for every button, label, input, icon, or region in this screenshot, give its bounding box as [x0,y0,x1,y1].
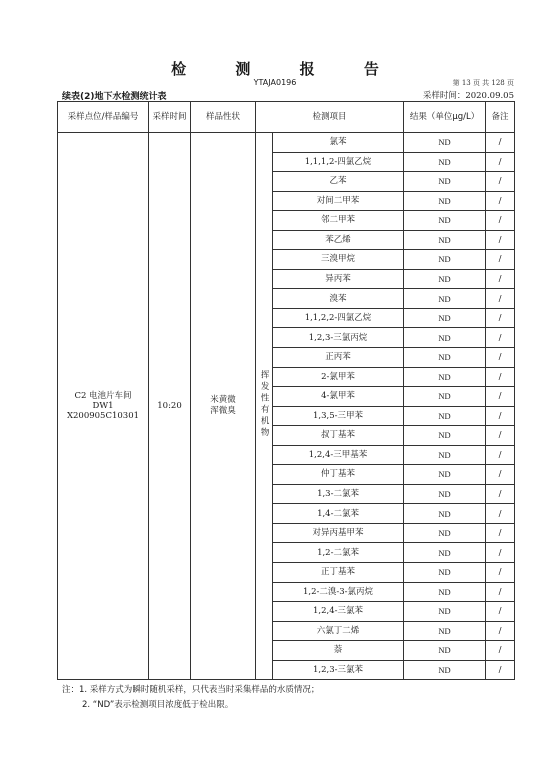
item-cell: 萘 [273,641,404,661]
header-sample-state: 样品性状 [191,102,256,133]
sample-time-cell: 10:20 [149,133,191,680]
remark-cell: / [486,250,515,270]
result-cell: ND [404,289,486,309]
item-cell: 对异丙基甲苯 [273,523,404,543]
result-cell: ND [404,328,486,348]
report-number: YTAJA0196 [253,78,297,87]
remark-cell: / [486,152,515,172]
item-cell: 苯乙烯 [273,230,404,250]
result-cell: ND [404,230,486,250]
result-cell: ND [404,621,486,641]
remark-cell: / [486,289,515,309]
result-cell: ND [404,387,486,407]
remark-cell: / [486,621,515,641]
result-cell: ND [404,484,486,504]
item-cell: 1,1,1,2-四氯乙烷 [273,152,404,172]
item-cell: 三溴甲烷 [273,250,404,270]
result-cell: ND [404,641,486,661]
result-cell: ND [404,250,486,270]
remark-cell: / [486,563,515,583]
item-cell: 4-氯甲苯 [273,387,404,407]
remark-cell: / [486,426,515,446]
page-number: 第 13 页 共 128 页 [452,79,514,87]
item-cell: 2-氯甲苯 [273,367,404,387]
sample-point-cell [58,133,149,680]
item-cell: 正丁基苯 [273,563,404,583]
sample-state-text: 米黄微浑微臭 [210,394,236,417]
result-cell: ND [404,543,486,563]
remark-cell: / [486,465,515,485]
sampling-time: 采样时间：2020.09.05 [422,91,514,101]
item-cell: 1,2-二氯苯 [273,543,404,563]
remark-cell: / [486,172,515,192]
table-row [58,133,515,153]
result-cell: ND [404,523,486,543]
remark-cell: / [486,308,515,328]
sample-point-name: C2 电池片车间 [74,390,132,401]
remark-cell: / [486,504,515,524]
remark-cell: / [486,348,515,368]
item-cell: 1,2,3-三氯丙烷 [273,328,404,348]
item-cell: 1,3-二氯苯 [273,484,404,504]
item-cell: 1,3,5-三甲苯 [273,406,404,426]
item-cell: 正丙苯 [273,348,404,368]
remark-cell: / [486,269,515,289]
result-cell: ND [404,445,486,465]
footnote-2: 2. “ND”表示检测项目浓度低于检出限。 [82,700,234,710]
header-result: 结果（单位μg/L） [404,102,486,133]
item-cell: 对间二甲苯 [273,191,404,211]
item-cell: 乙苯 [273,172,404,192]
item-cell: 1,2,3-三氯苯 [273,660,404,680]
item-cell: 1,2-二溴-3-氯丙烷 [273,582,404,602]
sample-well-id: DW1 [92,401,114,412]
results-table [57,101,515,680]
table-title: 续表(2)地下水检测统计表 [62,92,167,102]
remark-cell: / [486,582,515,602]
remark-cell: / [486,484,515,504]
item-cell: 1,2,4-三甲基苯 [273,445,404,465]
remark-cell: / [486,387,515,407]
result-cell: ND [404,426,486,446]
item-cell: 邻二甲苯 [273,211,404,231]
remark-cell: / [486,133,515,153]
result-cell: ND [404,211,486,231]
header-sample-point: 采样点位/样品编号 [58,102,149,133]
result-cell: ND [404,348,486,368]
result-cell: ND [404,504,486,524]
remark-cell: / [486,367,515,387]
footnotes [62,683,319,713]
result-cell: ND [404,133,486,153]
item-cell: 1,1,2,2-四氯乙烷 [273,308,404,328]
sample-code: X200905C10301 [66,411,140,422]
item-cell: 六氯丁二烯 [273,621,404,641]
remark-cell: / [486,602,515,622]
result-cell: ND [404,465,486,485]
result-cell: ND [404,308,486,328]
header-remark: 备注 [486,102,515,133]
remark-cell: / [486,230,515,250]
result-cell: ND [404,406,486,426]
remark-cell: / [486,191,515,211]
result-cell: ND [404,602,486,622]
item-cell: 氯苯 [273,133,404,153]
remark-cell: / [486,406,515,426]
category-label: 挥发性有机物 [259,370,270,440]
table-header-row [58,102,515,133]
result-cell: ND [404,269,486,289]
item-cell: 1,2,4-三氯苯 [273,602,404,622]
remark-cell: / [486,211,515,231]
footnote-1: 注：1. 采样方式为瞬时随机采样，只代表当时采集样品的水质情况； [62,685,320,695]
category-cell [256,133,273,680]
table-body [58,133,515,680]
remark-cell: / [486,660,515,680]
result-cell: ND [404,582,486,602]
result-cell: ND [404,367,486,387]
result-cell: ND [404,191,486,211]
header-sample-time: 采样时间 [149,102,191,133]
item-cell: 异丙苯 [273,269,404,289]
item-cell: 仲丁基苯 [273,465,404,485]
report-title: 检 测 报 告 [171,60,401,78]
result-cell: ND [404,172,486,192]
remark-cell: / [486,543,515,563]
remark-cell: / [486,641,515,661]
remark-cell: / [486,523,515,543]
remark-cell: / [486,328,515,348]
sample-state-cell [191,133,256,680]
remark-cell: / [486,445,515,465]
result-cell: ND [404,660,486,680]
item-cell: 1,4-二氯苯 [273,504,404,524]
result-cell: ND [404,563,486,583]
result-cell: ND [404,152,486,172]
header-test-item: 检测项目 [256,102,404,133]
item-cell: 溴苯 [273,289,404,309]
item-cell: 叔丁基苯 [273,426,404,446]
